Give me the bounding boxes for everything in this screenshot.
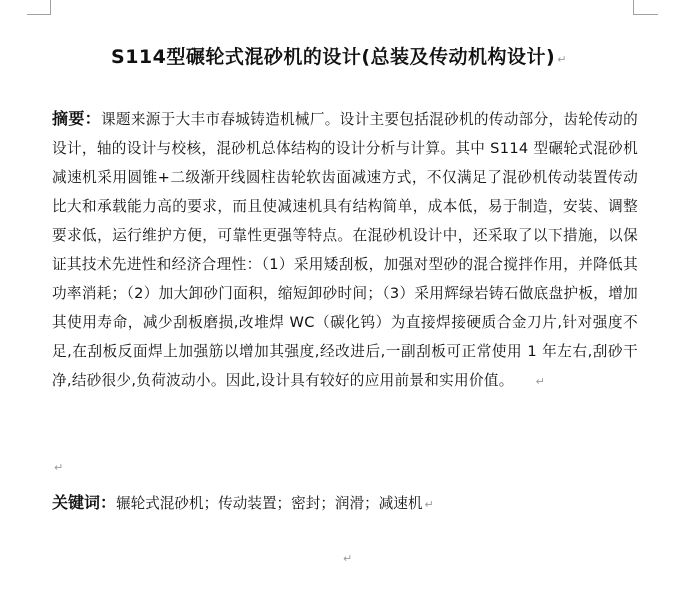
keywords-text: 辗轮式混砂机；传动装置；密封；润滑；减速机 xyxy=(116,495,423,512)
keywords-paragraph xyxy=(52,488,434,519)
abstract-paragraph xyxy=(52,104,638,396)
paragraph-mark-icon: ↵ xyxy=(557,53,567,66)
end-paragraph-mark-icon: ↵ xyxy=(343,552,353,565)
keywords-label: 关键词： xyxy=(52,493,117,512)
paragraph-mark-icon: ↵ xyxy=(535,375,546,388)
page-corner-mark-right xyxy=(633,0,658,15)
empty-paragraph-mark-icon: ↵ xyxy=(54,461,64,474)
page-corner-mark-left xyxy=(27,0,51,15)
document-title xyxy=(0,42,678,69)
abstract-text: 课题来源于大丰市春城铸造机械厂。设计主要包括混砂机的传动部分，齿轮传动的设计，轴的设计与校核，混砂机总体结构的设计分析与计算。其中 S114 型碾轮式混砂机减速机采用圆锥+二级渐开线圆柱齿轮软齿面减速方式，不仅满足了混砂机传动装置传动比大和承载能力高的要求，而且使减速机具有结构简单，成本低，易于制造，安装、调整要求低，运行维护方便，可靠性更强等特点。在混砂机设计中，还采取了以下措施，以保证其技术先进性和经济合理性：（1）采用矮刮板，加强对型砂的混合搅拌作用，并降低其功率消耗；（2）加大卸砂门面积，缩短卸砂时间；（3）采用辉绿岩铸石做底盘护板，增加其使用寿命，减少刮板磨损,改堆焊 WC（碳化钨）为直接焊接硬质合金刀片,针对强度不足,在刮板反面焊上加强筋以增加其强度,经改进后,一副刮板可正常使用 1 年左右,刮砂干净,结砂很少,负荷波动小。因此,设计具有较好的应用前景和实用价值。 xyxy=(52,111,638,389)
title-text: S114型碾轮式混砂机的设计(总装及传动机构设计) xyxy=(111,46,556,68)
paragraph-mark-icon: ↵ xyxy=(424,498,434,511)
abstract-label: 摘要： xyxy=(52,109,101,128)
